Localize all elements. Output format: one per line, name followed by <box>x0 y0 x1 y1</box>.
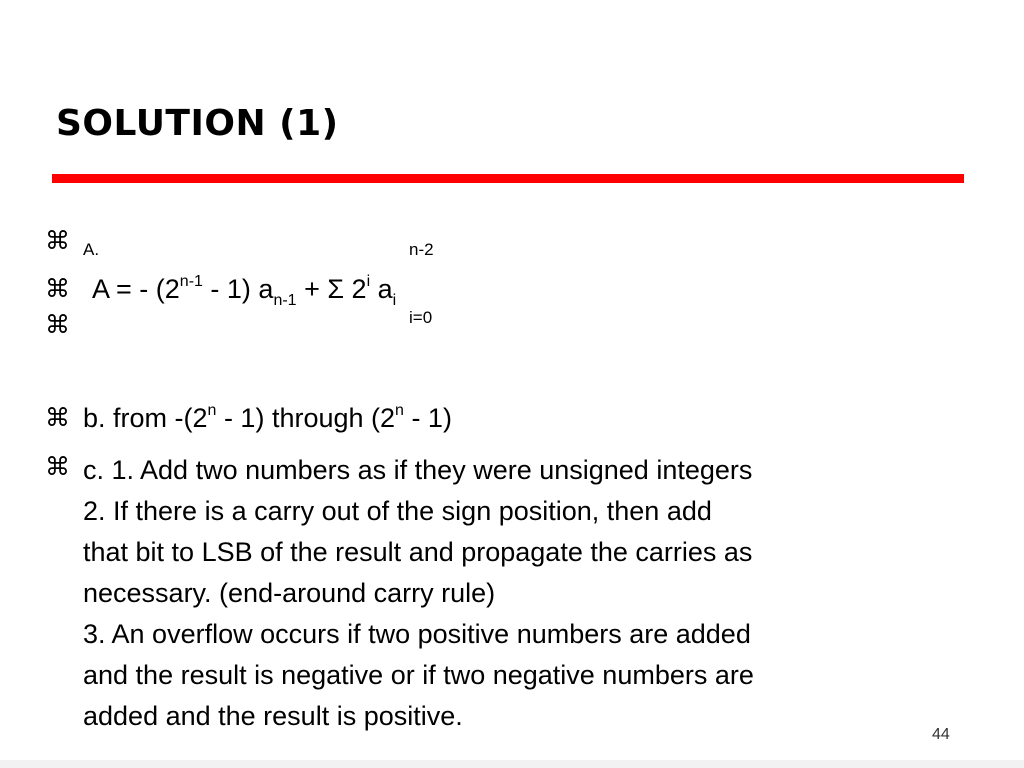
equation-subscript: n-1 <box>273 292 297 309</box>
bullet-icon: ⌘ <box>45 226 70 255</box>
part-a-label: A. <box>83 240 100 259</box>
slide-title: SOLUTION (1) <box>56 103 339 144</box>
bullet-icon: ⌘ <box>45 310 70 339</box>
sum-lower-limit: i=0 <box>409 308 433 327</box>
part-b-middle: - 1) through (2 <box>216 403 396 433</box>
equation-a-term: a <box>370 274 393 304</box>
part-b-prefix: b. from -(2 <box>83 403 208 433</box>
part-b-line <box>83 402 452 434</box>
part-c-line: 2. If there is a carry out of the sign position, then add <box>83 496 712 526</box>
bullet-icon: ⌘ <box>45 403 70 432</box>
part-b-exponent: n <box>395 402 404 419</box>
equation-base: 2 <box>351 274 367 304</box>
equation-subscript-i: i <box>392 292 397 309</box>
part-b-suffix: - 1) <box>403 403 452 433</box>
page-number: 44 <box>932 726 950 743</box>
sum-upper-limit: n-2 <box>409 240 434 259</box>
part-c-line: 3. An overflow occurs if two positive numbers are added <box>83 619 751 649</box>
equation-a <box>92 273 396 310</box>
part-c-line: added and the result is positive. <box>83 701 463 731</box>
bottom-band <box>0 760 1024 768</box>
equation-middle: - 1) a <box>202 274 274 304</box>
equation-exponent: n-1 <box>179 273 203 290</box>
part-c-line: necessary. (end-around carry rule) <box>83 578 496 608</box>
part-c-line: and the result is negative or if two negative numbers are <box>83 660 754 690</box>
part-c-paragraph <box>83 450 963 737</box>
equation-lhs: A = - (2 <box>92 274 180 304</box>
bullet-icon: ⌘ <box>45 452 70 481</box>
title-divider <box>52 174 964 183</box>
part-b-exponent: n <box>207 402 217 419</box>
equation-sum-symbol: + Σ <box>296 274 352 304</box>
bullet-icon: ⌘ <box>45 274 70 303</box>
part-c-line: that bit to LSB of the result and propagate the carries as <box>83 537 753 567</box>
equation-exponent-i: i <box>366 273 371 290</box>
part-c-line: c. 1. Add two numbers as if they were unsigned integers <box>83 455 753 485</box>
